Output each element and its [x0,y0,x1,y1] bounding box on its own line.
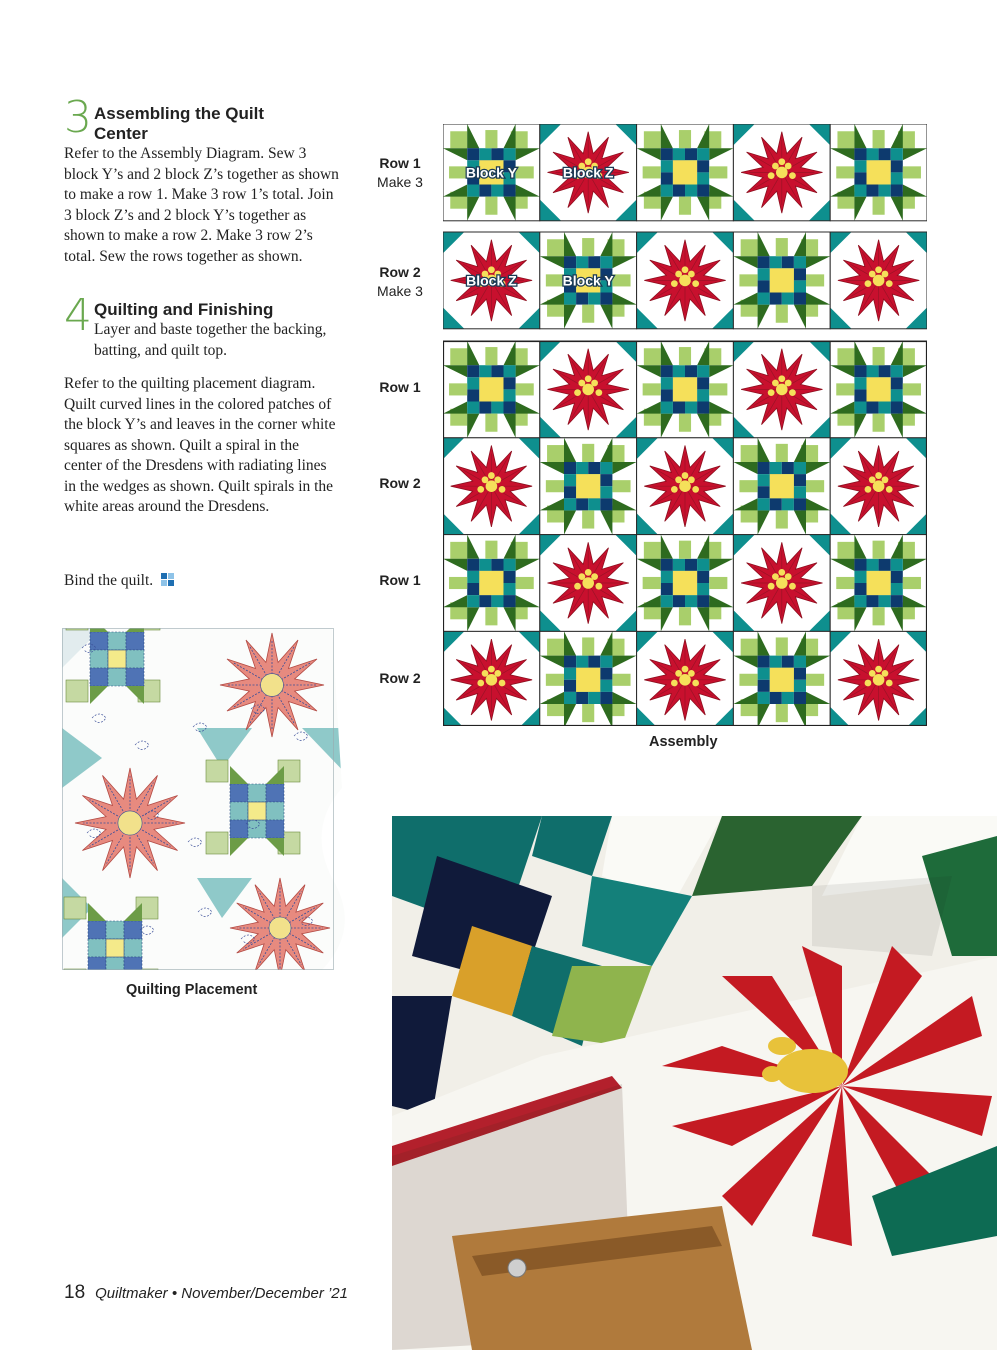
assembly-block-y [443,535,540,632]
quilting-placement-diagram [62,628,350,970]
row-label-5: Row 1 [379,572,421,588]
assembly-block-y [830,535,927,632]
page-number: 18 [64,1282,86,1303]
page-footer [64,1282,348,1304]
assembly-block-z [540,535,637,632]
row-label-6: Row 2 [379,670,421,686]
step-4-title: Quilting and Finishing [94,300,274,319]
assembly-block-z [733,535,830,632]
svg-text:Block Y: Block Y [465,164,517,181]
quilting-instructions: Refer to the quilting placement diagram. Quilt curved lines in the colored patches of the block Y’s and leaves in the corner white squares as shown. Quilt a spiral in the center of the Dresdens with radiating lines in the wedges as shown. Quilt spirals in the white areas around the Dresdens. [64,375,336,515]
quilt-photo [392,816,997,1350]
step-4-body: Layer and baste together the backing, batting, and quilt top. [94,321,327,359]
row-label-2: Row 2 Make 3 [377,264,423,299]
step-4-heading [64,290,339,361]
step-3-title: Assembling the Quilt Center [94,104,265,143]
step-3-body: Refer to the Assembly Diagram. Sew 3 block Y’s and 2 block Z’s together as shown to make a row 1. Make 3 row 1’s total. Join 3 block Z’s and 2 block Y’s together as shown to make a row 2. Make 3 row 2’s total. Sew the rows together as shown. [64,145,339,265]
quilting-caption: Quilting Placement [126,982,258,998]
assembly-diagram [443,124,927,726]
assembly-block-z [637,232,734,329]
step-3-heading [64,92,339,144]
assembly-block-z [637,438,734,535]
row-label-3: Row 1 [379,379,421,395]
assembly-block-y [733,438,830,535]
assembly-block-y [540,631,637,726]
assembly-block-y [540,438,637,535]
assembly-block-z [540,124,637,221]
end-mark-icon [161,573,174,586]
assembly-block-y [637,341,734,438]
bind-instruction: Bind the quilt. [64,571,339,592]
assembly-block-y [540,232,637,329]
assembly-block-z [443,438,540,535]
assembly-block-z [540,341,637,438]
assembly-caption: Assembly [649,734,718,750]
assembly-block-y [443,124,540,221]
step-4-number: 4 [64,290,92,341]
assembly-block-y [830,124,927,221]
issue-date: • November/December ’21 [167,1285,348,1302]
assembly-block-z [830,232,927,329]
assembly-block-z [443,232,540,329]
step-3-section [64,92,339,267]
svg-text:Block Z: Block Z [466,272,517,289]
assembly-block-z [830,631,927,726]
assembly-block-z [733,124,830,221]
assembly-block-y [637,124,734,221]
svg-text:Block Y: Block Y [562,272,614,289]
step-3-number: 3 [64,92,92,143]
assembly-block-z [830,438,927,535]
row-label-4: Row 2 [379,475,421,491]
assembly-block-z [733,341,830,438]
step-4-section [64,290,339,361]
svg-text:Block Z: Block Z [562,164,614,181]
assembly-block-z [637,631,734,726]
assembly-block-y [637,535,734,632]
assembly-block-z [443,631,540,726]
assembly-block-y [830,341,927,438]
assembly-block-y [733,232,830,329]
assembly-block-y [733,631,830,726]
row-label-1: Row 1 Make 3 [377,155,423,190]
assembly-block-y [443,341,540,438]
magazine-name: Quiltmaker [95,1285,168,1302]
